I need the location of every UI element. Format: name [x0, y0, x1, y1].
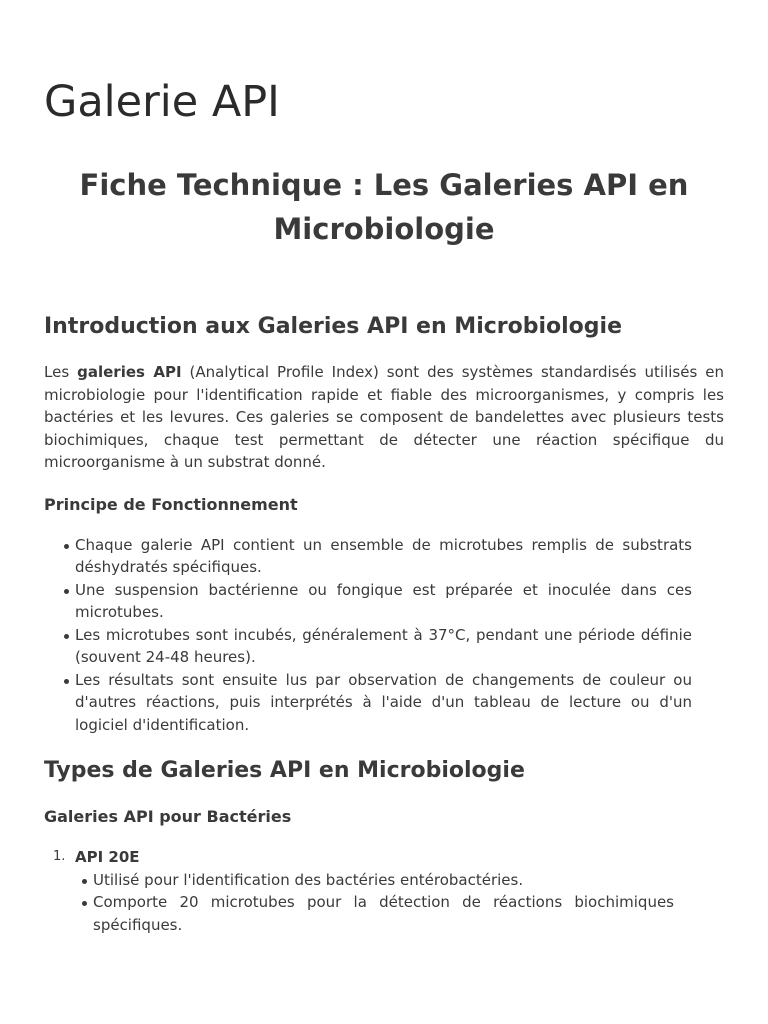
intro-heading: Introduction aux Galeries API en Microbiologie	[44, 314, 623, 339]
intro-paragraph	[44, 361, 724, 474]
intro-bold-term: galeries API	[77, 363, 182, 381]
principe-list	[44, 534, 724, 737]
principe-heading: Principe de Fonctionnement	[44, 494, 298, 514]
list-item: Chaque galerie API contient un ensemble de microtubes remplis de substrats déshydratés spécifiques.	[75, 534, 692, 579]
intro-lead: Les	[44, 363, 78, 381]
item-number: 1.	[53, 849, 66, 864]
types-heading: Types de Galeries API en Microbiologie	[44, 758, 525, 783]
bacteria-heading: Galeries API pour Bactéries	[44, 807, 292, 826]
document-title: Fiche Technique : Les Galeries API en Microbiologie	[79, 168, 689, 246]
gallery-points	[75, 869, 674, 937]
intro-rest: (Analytical Profile Index) sont des systèmes standardisés utilisés en microbiologie pour l'identification rapide et fiable des microorganismes, y compris les bactéries et les levures. Ces galeries se composent de bandelettes avec plusieurs tests biochimiques, chaque test permettant de détecter une réaction spécifique du microorganisme à un substrat donné.	[44, 363, 724, 471]
bacteria-gallery-list	[44, 846, 724, 936]
list-item: Une suspension bactérienne ou fongique est préparée et inoculée dans ces microtubes.	[75, 579, 692, 624]
list-item: Utilisé pour l'identification des bactéries entérobactéries.	[93, 869, 674, 892]
site-title: Galerie API	[44, 77, 280, 127]
gallery-name: API 20E	[75, 848, 140, 866]
gallery-item	[53, 846, 674, 936]
list-item: Les résultats sont ensuite lus par observation de changements de couleur ou d'autres réactions, puis interprétés à l'aide d'un tableau de lecture ou d'un logiciel d'identification.	[75, 669, 692, 737]
list-item: Comporte 20 microtubes pour la détection de réactions biochimiques spécifiques.	[93, 891, 674, 936]
list-item: Les microtubes sont incubés, généralement à 37°C, pendant une période définie (souvent 24-48 heures).	[75, 624, 692, 669]
